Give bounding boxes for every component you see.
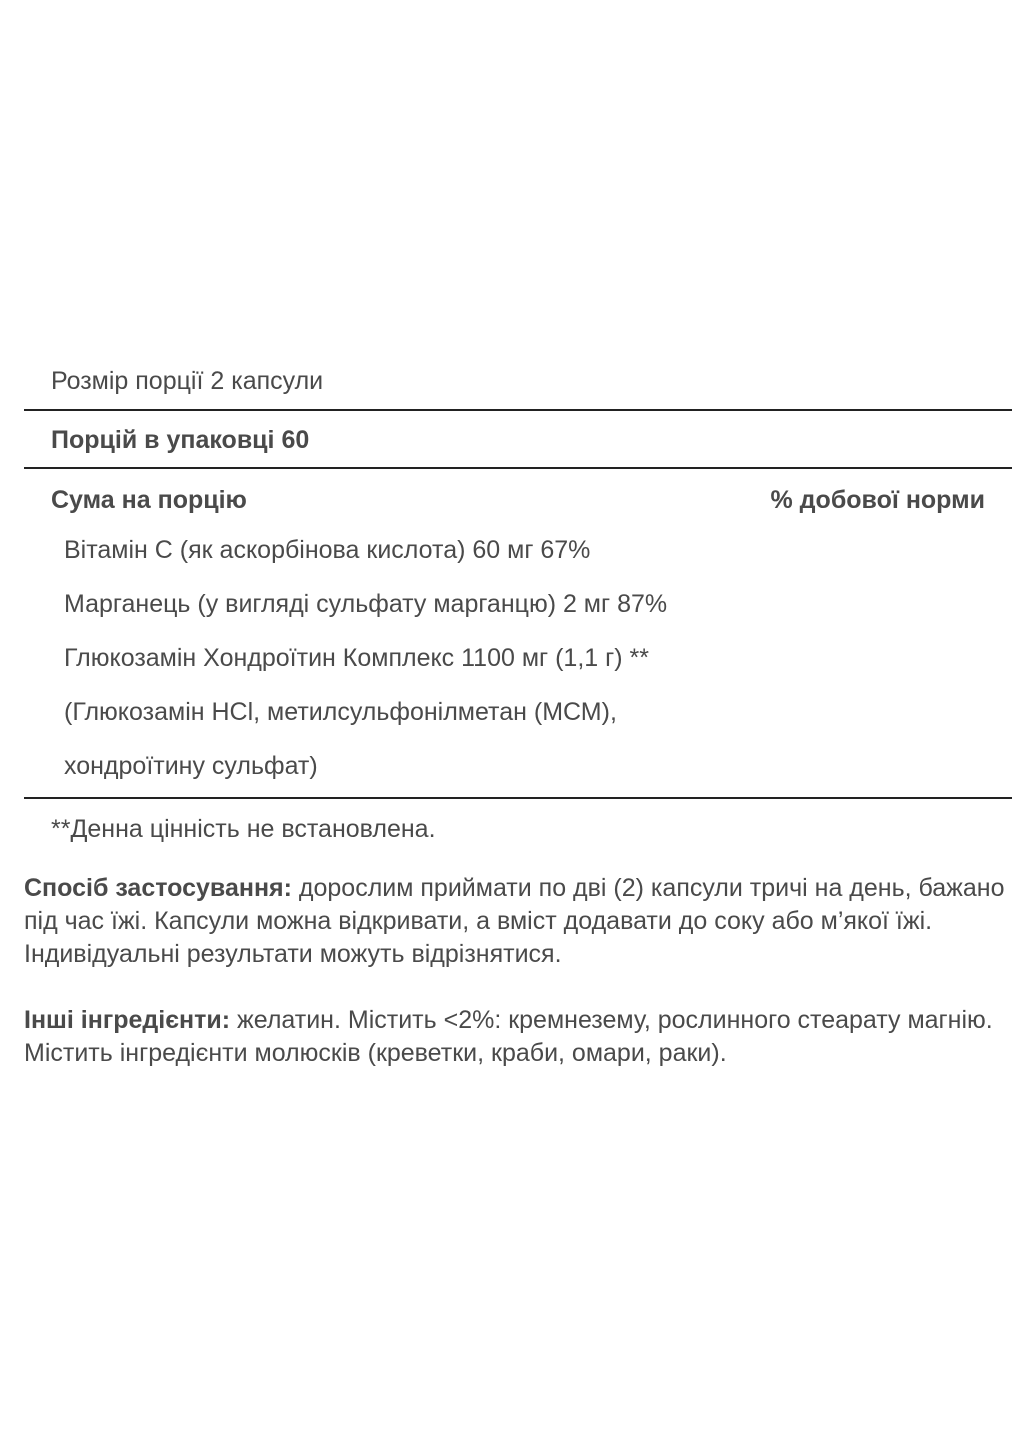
directions-text: дорослим приймати по дві (2) капсули тричі на день, бажано під час їжі. Капсули можна відкривати, а вміст додавати до соку або м’якої їжі. Індивідуальні результати можуть відрізнятися. [24, 874, 1005, 968]
nutrient-row: Глюкозамін Хондроїтин Комплекс 1100 мг (1,1 г) ** [64, 644, 649, 672]
footnote: **Денна цінність не встановлена. [51, 815, 436, 843]
daily-value-label: % добової норми [770, 486, 985, 514]
serving-size: Розмір порції 2 капсули [51, 367, 324, 395]
nutrient-row: Вітамін C (як аскорбінова кислота) 60 мг 67% [64, 536, 591, 564]
nutrient-row: Марганець (у вигляді сульфату марганцю) 2 мг 87% [64, 590, 668, 618]
nutrient-row: хондроїтину сульфат) [64, 752, 318, 780]
directions-label: Спосіб застосування: [24, 874, 292, 902]
other-ingredients-text: желатин. Містить <2%: кремнезему, рослинного стеарату магнію. Містить інгредієнти молюсків (креветки, краби, омари, раки). [24, 1006, 993, 1067]
facts-header-row [24, 469, 1012, 523]
supplement-facts-panel [24, 352, 1012, 845]
nutrient-row: (Глюкозамін HCl, метилсульфонілметан (МСМ), [64, 698, 617, 726]
other-ingredients-paragraph [24, 1004, 1014, 1070]
amount-per-serving-label: Сума на порцію [51, 486, 247, 514]
servings-per-container: Порцій в упаковці 60 [51, 426, 310, 454]
directions-paragraph [24, 872, 1014, 971]
other-ingredients-label: Інші інгредієнти: [24, 1006, 231, 1034]
